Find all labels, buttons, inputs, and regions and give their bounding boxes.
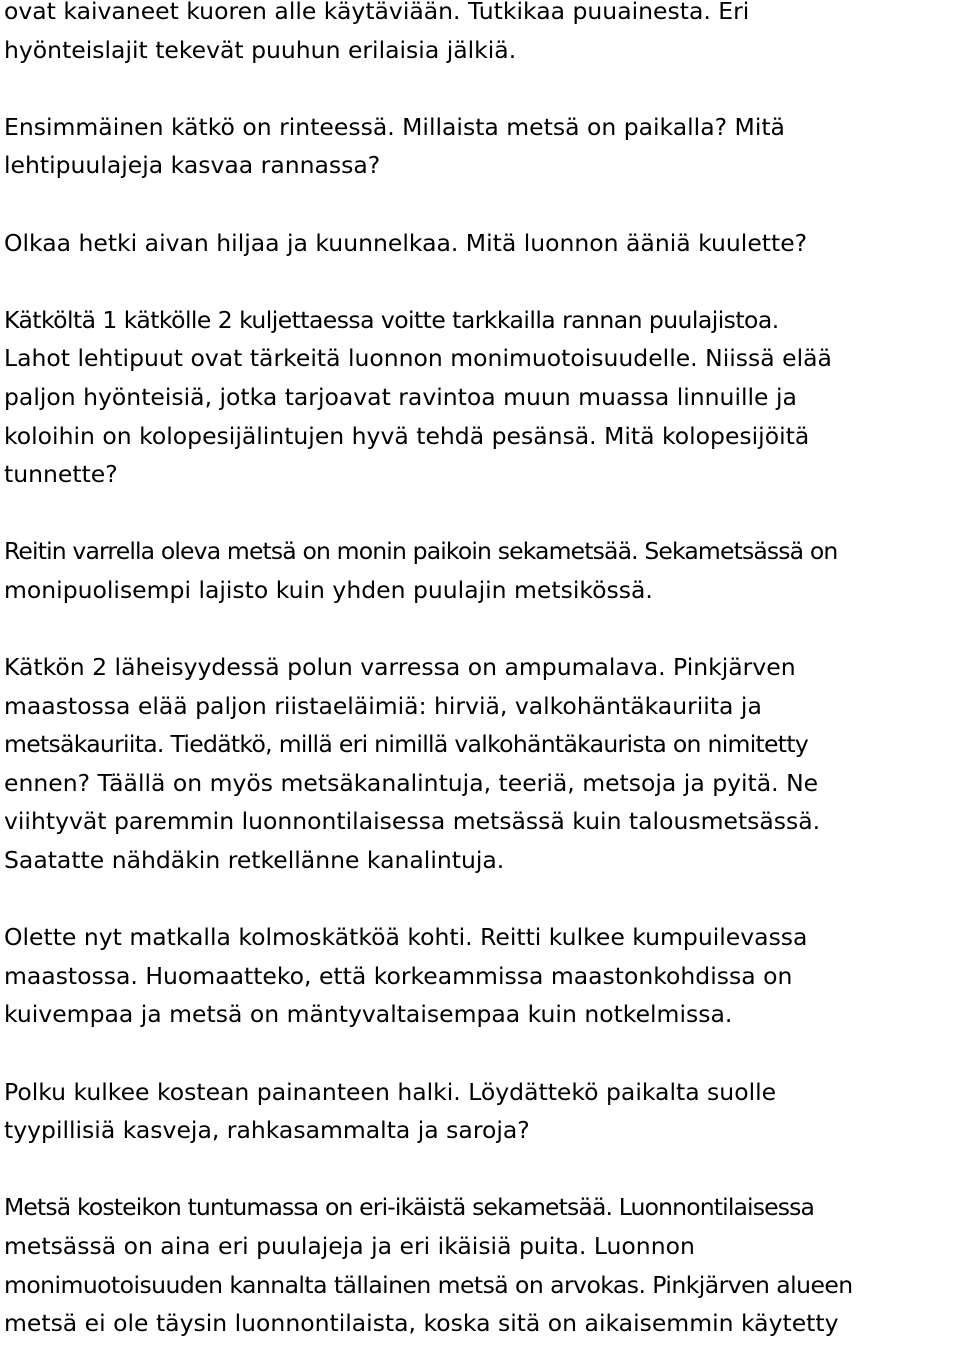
text-line: kuivempaa ja metsä on mäntyvaltaisempaa kuin notkelmissa.: [4, 1000, 733, 1029]
text-line: Ensimmäinen kätkö on rinteessä. Millaista metsä on paikalla? Mitä: [4, 112, 785, 141]
text-line: monimuotoisuuden kannalta tällainen metsä on arvokas. Pinkjärven alueen: [4, 1270, 853, 1299]
text-line: Polku kulkee kostean painanteen halki. Löydättekö paikalta suolle: [4, 1077, 777, 1106]
paragraph-3: [4, 224, 960, 263]
text-line: maastossa elää paljon riistaeläimiä: hirviä, valkohäntäkauriita ja: [4, 691, 762, 720]
text-line: Reitin varrella oleva metsä on monin paikoin sekametsää. Sekametsässä on: [4, 537, 838, 566]
text-line: ennen? Täällä on myös metsäkanalintuja, teeriä, metsoja ja pyitä. Ne: [4, 768, 819, 797]
text-line: viihtyvät paremmin luonnontilaisessa metsässä kuin talousmetsässä.: [4, 807, 821, 836]
text-line: Saatatte nähdäkin retkellänne kanalintuja.: [4, 846, 505, 875]
text-line: Lahot lehtipuut ovat tärkeitä luonnon monimuotoisuudelle. Niissä elää: [4, 344, 832, 373]
paragraph-5: [4, 532, 960, 609]
paragraph-9: [4, 1188, 960, 1342]
paragraph-8: [4, 1073, 960, 1150]
text-line: tunnette?: [4, 460, 118, 489]
text-line: Kätkön 2 läheisyydessä polun varressa on ampumalava. Pinkjärven: [4, 653, 796, 682]
text-line: hyönteislajit tekevät puuhun erilaisia jälkiä.: [4, 35, 517, 64]
paragraph-4: [4, 301, 960, 494]
text-line: Olette nyt matkalla kolmoskätköä kohti. Reitti kulkee kumpuilevassa: [4, 923, 808, 952]
text-line: metsässä on aina eri puulajeja ja eri ikäisiä puita. Luonnon: [4, 1232, 695, 1260]
text-line: ovat kaivaneet kuoren alle käytäviään. Tutkikaa puuainesta. Eri: [4, 0, 750, 25]
text-line: metsä ei ole täysin luonnontilaista, koska sitä on aikaisemmin käytetty: [4, 1309, 839, 1338]
text-line: koloihin on kolopesijälintujen hyvä tehdä pesänsä. Mitä kolopesijöitä: [4, 421, 810, 450]
paragraph-2: [4, 108, 960, 185]
text-line: Metsä kosteikon tuntumassa on eri-ikäistä sekametsää. Luonnontilaisessa: [4, 1193, 815, 1222]
text-line: paljon hyönteisiä, jotka tarjoavat ravintoa muun muassa linnuille ja: [4, 382, 797, 411]
paragraph-1: [4, 0, 960, 69]
text-line: maastossa. Huomaatteko, että korkeammissa maastonkohdissa on: [4, 961, 793, 990]
paragraph-7: [4, 918, 960, 1034]
text-line: Kätköltä 1 kätkölle 2 kuljettaessa voitte tarkkailla rannan puulajistoa.: [4, 305, 779, 334]
text-line: metsäkauriita. Tiedätkö, millä eri nimillä valkohäntäkaurista on nimitetty: [4, 730, 809, 759]
paragraph-6: [4, 648, 960, 880]
text-line: monipuolisempi lajisto kuin yhden puulajin metsikössä.: [4, 575, 653, 604]
text-line: lehtipuulajeja kasvaa rannassa?: [4, 151, 381, 180]
text-line: tyypillisiä kasveja, rahkasammalta ja saroja?: [4, 1116, 530, 1145]
text-line: Olkaa hetki aivan hiljaa ja kuunnelkaa. Mitä luonnon ääniä kuulette?: [4, 228, 808, 257]
